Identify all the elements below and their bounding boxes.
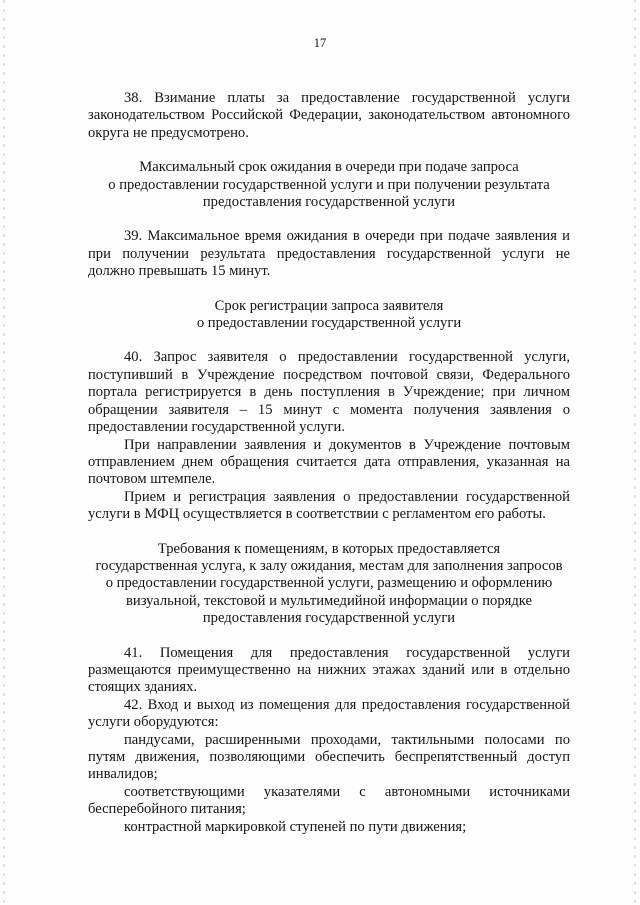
heading-line: о предоставлении государственной услуги, размещению и оформлению — [105, 575, 553, 592]
document-body — [88, 90, 570, 836]
paragraph-39: 39. Максимальное время ожидания в очереди при подаче заявления и при получении результата предоставления государственной услуги не должно превышать 15 минут. — [88, 228, 570, 280]
scan-edge-right — [634, 0, 636, 905]
heading-line: Срок регистрации запроса заявителя — [214, 297, 444, 314]
scan-edge-left — [3, 0, 5, 905]
list-item-ramps: пандусами, расширенными проходами, тактильными полосами по путям движения, позволяющими обеспечить беспрепятственный доступ инвалидов; — [88, 731, 570, 783]
paragraph-40: 40. Запрос заявителя о предоставлении государственной услуги, поступивший в Учреждение посредством почтовой связи, Федерального портала регистрируется в день поступления в Учреждение; при личном обращении заявителя – 15 минут с момента получения заявления о предоставлении государственной услуги. — [88, 349, 570, 436]
list-item-signs: соответствующими указателями с автономными источниками бесперебойного питания; — [88, 783, 570, 818]
paragraph-38: 38. Взимание платы за предоставление государственной услуги законодательством Российской Федерации, законодательством автономного округа не предусмотрено. — [88, 90, 570, 141]
heading-line: о предоставлении государственной услуги — [196, 315, 462, 332]
paragraph-41: 41. Помещения для предоставления государственной услуги размещаются преимущественно на нижних этажах зданий или в отдельно стоящих зданиях. — [88, 644, 570, 696]
heading-max-waiting-time — [88, 159, 570, 211]
heading-line: государственная услуга, к залу ожидания, местам для заполнения запросов — [95, 557, 563, 574]
heading-line: Максимальный срок ожидания в очереди при подаче запроса — [139, 159, 519, 176]
heading-line: предоставления государственной услуги — [202, 610, 456, 627]
heading-premises-requirements — [88, 541, 570, 628]
paragraph-mfc-registration: Прием и регистрация заявления о предоставлении государственной услуги в МФЦ осуществляется в соответствии с регламентом его работы. — [88, 488, 570, 523]
paragraph-postal-submission: При направлении заявления и документов в Учреждение почтовым отправлением днем обращения считается дата отправления, указанная на почтовом штемпеле. — [88, 436, 570, 488]
page-number: 17 — [313, 36, 327, 50]
list-item-step-marking: контрастной маркировкой ступеней по пути движения; — [124, 818, 467, 835]
heading-registration-term — [88, 298, 570, 333]
heading-line: предоставления государственной услуги — [202, 194, 456, 211]
heading-line: визуальной, текстовой и мультимедийной информации о порядке — [126, 592, 532, 609]
heading-line: Требования к помещениям, в которых предоставляется — [157, 540, 501, 557]
heading-line: о предоставлении государственной услуги и при получении результата — [108, 176, 550, 193]
paragraph-42: 42. Вход и выход из помещения для предоставления государственной услуги оборудуются: — [88, 696, 570, 731]
